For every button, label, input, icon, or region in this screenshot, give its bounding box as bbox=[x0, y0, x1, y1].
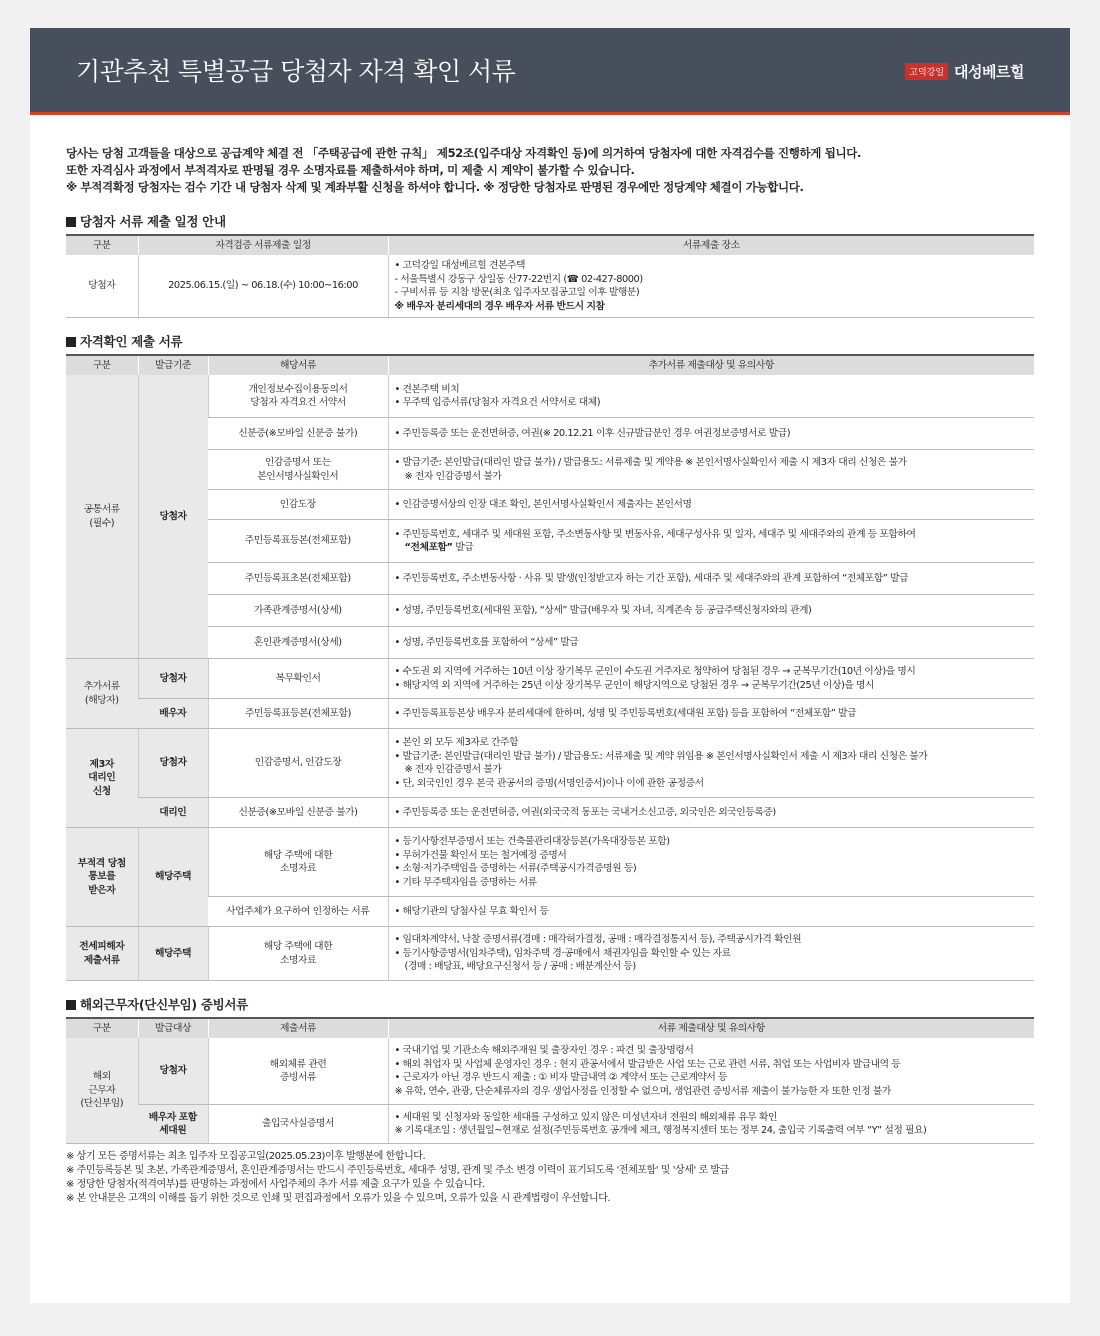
overseas-table bbox=[66, 1017, 1034, 1144]
doc-notes: • 등기사항전부증명서 또는 건축물관리대장등본(가옥대장등본 포함) • 무허가건물 확인서 또는 철거예정 증명서 • 소형·저가주택임을 증명하는 서류(주택공시가격증명원 등) • 기타 무주택자임을 증명하는 서류 bbox=[388, 828, 1034, 897]
doc-name: 신분증(※모바일 신분증 불가) bbox=[208, 798, 388, 828]
note-line: ※ 본 안내문은 고객의 이해를 돕기 위한 것으로 인쇄 및 편집과정에서 오류가 있을 수 있으며, 오류가 있을 시 관계법령이 우선합니다. bbox=[66, 1193, 611, 1204]
table-row bbox=[66, 450, 1034, 490]
doc-notes: • 주민등록증 또는 운전면허증, 여권(외국국적 동포는 국내거소신고증, 외국인은 외국인등록증) bbox=[388, 798, 1034, 828]
schedule-table bbox=[66, 234, 1034, 318]
category-proxy: 제3자 대리인 신청 bbox=[66, 729, 138, 828]
table-row bbox=[66, 627, 1034, 659]
main-content bbox=[66, 145, 1034, 1206]
doc-notes: • 발급기준: 본인발급(대리인 발급 불가) / 발급용도: 서류제출 및 계약용 ※ 본인서명사실확인서 제출 시 제3자 대리 신청은 불가 ※ 전자 인감증명서 불가 bbox=[388, 450, 1034, 490]
basis-winner: 당첨자 bbox=[138, 375, 208, 659]
doc-name: 혼인관계증명서(상세) bbox=[208, 627, 388, 659]
basis-proxy: 대리인 bbox=[138, 798, 208, 828]
note-line: ※ 상기 모든 증명서류는 최초 입주자 모집공고일(2025.05.23)이후 발행분에 한합니다. bbox=[66, 1151, 426, 1162]
brand-logo bbox=[905, 61, 1024, 82]
doc-notes: • 세대원 및 신청자와 동일한 세대를 구성하고 있지 않은 미성년자녀 전원의 해외체류 유무 확인 ※ 기록대조일 : 생년월일~현재로 설정(주민등록번호 공개에 체크, 행정복지센터 또는 정부 24, 출입국 기록출력 여부 “Y” 설정 필요) bbox=[388, 1105, 1034, 1144]
table-header: 해당서류 bbox=[208, 355, 388, 375]
table-row bbox=[66, 418, 1034, 450]
table-row bbox=[66, 490, 1034, 520]
table-row bbox=[66, 375, 1034, 418]
page-title: 기관추천 특별공급 당첨자 자격 확인 서류 bbox=[76, 57, 516, 86]
footer-notes bbox=[66, 1150, 1034, 1206]
doc-name: 해당 주택에 대한 소명자료 bbox=[208, 828, 388, 897]
table-header: 제출서류 bbox=[208, 1018, 388, 1038]
doc-name: 인감증명서, 인감도장 bbox=[208, 729, 388, 798]
table-row bbox=[66, 520, 1034, 563]
doc-name: 가족관계증명서(상세) bbox=[208, 595, 388, 627]
note-line: ※ 주민등록등본 및 초본, 가족관계증명서, 혼인관계증명서는 반드시 주민등록번호, 세대주 성명, 관계 및 주소 변경 이력이 표기되도록 '전체포함' 및 '상세' 로 발급 bbox=[66, 1165, 729, 1176]
table-row bbox=[66, 1038, 1034, 1105]
square-bullet-icon bbox=[66, 337, 76, 347]
doc-notes: • 주민등록표등본상 배우자 분리세대에 한하며, 성명 및 주민등록번호(세대원 포함) 등을 포함하여 “전체포함” 발급 bbox=[388, 699, 1034, 729]
brand-name: 대성베르힐 bbox=[954, 63, 1024, 81]
basis-house: 해당주택 bbox=[138, 828, 208, 927]
docs-section-title: 자격확인 제출 서류 bbox=[66, 332, 1034, 350]
doc-notes: • 성명, 주민등록번호를 포함하여 “상세” 발급 bbox=[388, 627, 1034, 659]
doc-notes: • 수도권 외 지역에 거주하는 10년 이상 장기복무 군인이 수도권 거주자로 청약하여 당첨된 경우 → 군복무기간(10년 이상)을 명시 • 해당지역 외 지역에 거주하는 25년 이상 장기복무 군인이 해당지역으로 당첨된 경우 → 군복무기간(25년 이상)을 명시 bbox=[388, 659, 1034, 699]
category-overseas: 해외 근무자 (단신부임) bbox=[66, 1038, 138, 1144]
schedule-type: 당첨자 bbox=[66, 255, 138, 318]
category-common: 공통서류 (필수) bbox=[66, 375, 138, 659]
basis-spouse: 배우자 bbox=[138, 699, 208, 729]
schedule-place: • 고덕강일 대성베르힐 견본주택 - 서울특별시 강동구 상일동 산77-22번지 (☎ 02-427-8000) - 구비서류 등 지참 방문(최초 입주자모집공고일 이후 발행분) ※ 배우자 분리세대의 경우 배우자 서류 반드시 지참 bbox=[388, 255, 1034, 318]
doc-name: 주민등록표등본(전체포함) bbox=[208, 699, 388, 729]
schedule-section-title: 당첨자 서류 제출 일정 안내 bbox=[66, 212, 1034, 230]
doc-name: 복무확인서 bbox=[208, 659, 388, 699]
doc-name: 신분증(※모바일 신분증 불가) bbox=[208, 418, 388, 450]
doc-notes: • 주민등록증 또는 운전면허증, 여권(※ 20.12.21 이후 신규발급분인 경우 여권정보증명서로 발급) bbox=[388, 418, 1034, 450]
table-header: 발급대상 bbox=[138, 1018, 208, 1038]
table-header: 구분 bbox=[66, 355, 138, 375]
table-row bbox=[66, 1105, 1034, 1144]
table-row bbox=[66, 595, 1034, 627]
table-header: 발급기준 bbox=[138, 355, 208, 375]
basis-winner: 당첨자 bbox=[138, 659, 208, 699]
doc-notes: • 성명, 주민등록번호(세대원 포함), “상세” 발급(배우자 및 자녀, 직계존속 등 공급주택신청자와의 관계) bbox=[388, 595, 1034, 627]
doc-notes: • 해당기관의 당첨사실 무효 확인서 등 bbox=[388, 897, 1034, 927]
intro-text bbox=[66, 145, 1034, 196]
table-header: 구분 bbox=[66, 1018, 138, 1038]
overseas-section-title: 해외근무자(단신부임) 증빙서류 bbox=[66, 995, 1034, 1013]
basis-winner: 당첨자 bbox=[138, 729, 208, 798]
category-jeonse: 전세피해자 제출서류 bbox=[66, 927, 138, 981]
table-row bbox=[66, 563, 1034, 595]
table-header: 자격검증 서류제출 일정 bbox=[138, 235, 388, 255]
brand-tag: 고덕강일 bbox=[905, 63, 948, 80]
doc-name: 주민등록표초본(전체포함) bbox=[208, 563, 388, 595]
note-line: ※ 정당한 당첨자(적격여부)를 판명하는 과정에서 사업주체의 추가 서류 제출 요구가 있을 수 있습니다. bbox=[66, 1179, 485, 1190]
table-row bbox=[66, 897, 1034, 927]
table-row bbox=[66, 828, 1034, 897]
basis-house: 해당주택 bbox=[138, 927, 208, 981]
doc-name: 사업주체가 요구하여 인정하는 서류 bbox=[208, 897, 388, 927]
doc-notes: • 견본주택 비치 • 무주택 입증서류(당첨자 자격요건 서약서로 대체) bbox=[388, 375, 1034, 418]
doc-name: 인감증명서 또는 본인서명사실확인서 bbox=[208, 450, 388, 490]
doc-name: 해당 주택에 대한 소명자료 bbox=[208, 927, 388, 981]
table-row bbox=[66, 927, 1034, 981]
category-ineligible: 부적격 당첨 통보를 받은자 bbox=[66, 828, 138, 927]
table-header: 구분 bbox=[66, 235, 138, 255]
table-row bbox=[66, 699, 1034, 729]
table-row bbox=[66, 255, 1034, 318]
table-row bbox=[66, 798, 1034, 828]
doc-name: 출입국사실증명서 bbox=[208, 1105, 388, 1144]
doc-notes: • 인감증명서상의 인장 대조 확인, 본인서명사실확인서 제출자는 본인서명 bbox=[388, 490, 1034, 520]
doc-notes: • 국내기업 및 기관소속 해외주재원 및 출장자인 경우 : 파견 및 출장명령서 • 해외 취업자 및 사업체 운영자인 경우 : 현지 관공서에서 발급받은 사업 또는 근로 관련 서류, 취업 또는 사업비자 발급내역 등 • 근로자가 아닌 경우 반드시 제출 : ① 비자 발급내역 ② 계약서 또는 근로계약서 등 ※ 유학, 연수, 관광, 단순체류자의 경우 생업사정을 인정할 수 없으며, 생업관련 증빙서류 제출이 불가능한 자 또한 인정 불가 bbox=[388, 1038, 1034, 1105]
doc-notes: • 주민등록번호, 세대주 및 세대원 포함, 주소변동사항 및 변동사유, 세대구성사유 및 일자, 세대주 및 세대주와의 관계 등 포함하여 “전체포함” 발급 bbox=[388, 520, 1034, 563]
doc-notes: • 본인 외 모두 제3자로 간주함 • 발급기준: 본인발급(대리인 발급 불가) / 발급용도: 서류제출 및 계약 위임용 ※ 본인서명사실확인서 제출 시 제3자 대리 신청은 불가 ※ 전자 인감증명서 불가 • 단, 외국인인 경우 본국 관공서의 증명(서명인증서)이나 이에 관한 공정증서 bbox=[388, 729, 1034, 798]
square-bullet-icon bbox=[66, 217, 76, 227]
doc-notes: • 임대차계약서, 낙찰 증명서류(경매 : 매각허가결정, 공매 : 매각결정통지서 등), 주택공시가격 확인원 • 등기사항증명서(임차주택), 임차주택 경·공매에서 채권자임을 확인할 수 있는 자료 (경매 : 배당표, 배당요구신청서 등 / 공매 : 배분계산서 등) bbox=[388, 927, 1034, 981]
docs-table bbox=[66, 354, 1034, 981]
doc-name: 개인정보수집이용동의서 당첨자 자격요건 서약서 bbox=[208, 375, 388, 418]
doc-name: 주민등록표등본(전체포함) bbox=[208, 520, 388, 563]
schedule-date: 2025.06.15.(일) ~ 06.18.(수) 10:00~16:00 bbox=[138, 255, 388, 318]
table-header: 추가서류 제출대상 및 유의사항 bbox=[388, 355, 1034, 375]
basis-winner: 당첨자 bbox=[138, 1038, 208, 1105]
intro-line: 또한 자격심사 과정에서 부적격자로 판명될 경우 소명자료를 제출하셔야 하며, 미 제출 시 계약이 불가할 수 있습니다. bbox=[66, 163, 635, 177]
basis-spouse-household: 배우자 포함 세대원 bbox=[138, 1105, 208, 1144]
doc-notes: • 주민등록번호, 주소변동사항 · 사유 및 발생(인정받고자 하는 기간 포함), 세대주 및 세대주와의 관계 포함하여 “전체포함” 발급 bbox=[388, 563, 1034, 595]
table-header: 서류제출 장소 bbox=[388, 235, 1034, 255]
doc-name: 해외체류 관련 증빙서류 bbox=[208, 1038, 388, 1105]
table-header: 서류 제출대상 및 유의사항 bbox=[388, 1018, 1034, 1038]
category-additional: 추가서류 (해당자) bbox=[66, 659, 138, 729]
doc-name: 인감도장 bbox=[208, 490, 388, 520]
table-row bbox=[66, 729, 1034, 798]
square-bullet-icon bbox=[66, 1000, 76, 1010]
page-header bbox=[30, 28, 1070, 115]
document-card bbox=[30, 28, 1070, 1303]
table-row bbox=[66, 659, 1034, 699]
intro-line: ※ 부적격확정 당첨자는 검수 기간 내 당첨자 삭제 및 계좌부활 신청을 하셔야 합니다. ※ 정당한 당첨자로 판명된 경우에만 정당계약 체결이 가능합니다. bbox=[66, 180, 804, 194]
intro-line: 당사는 당첨 고객들을 대상으로 공급계약 체결 전 「주택공급에 관한 규칙」 제52조(입주대상 자격확인 등)에 의거하여 당첨자에 대한 자격검수를 진행하게 됩니다. bbox=[66, 146, 862, 160]
